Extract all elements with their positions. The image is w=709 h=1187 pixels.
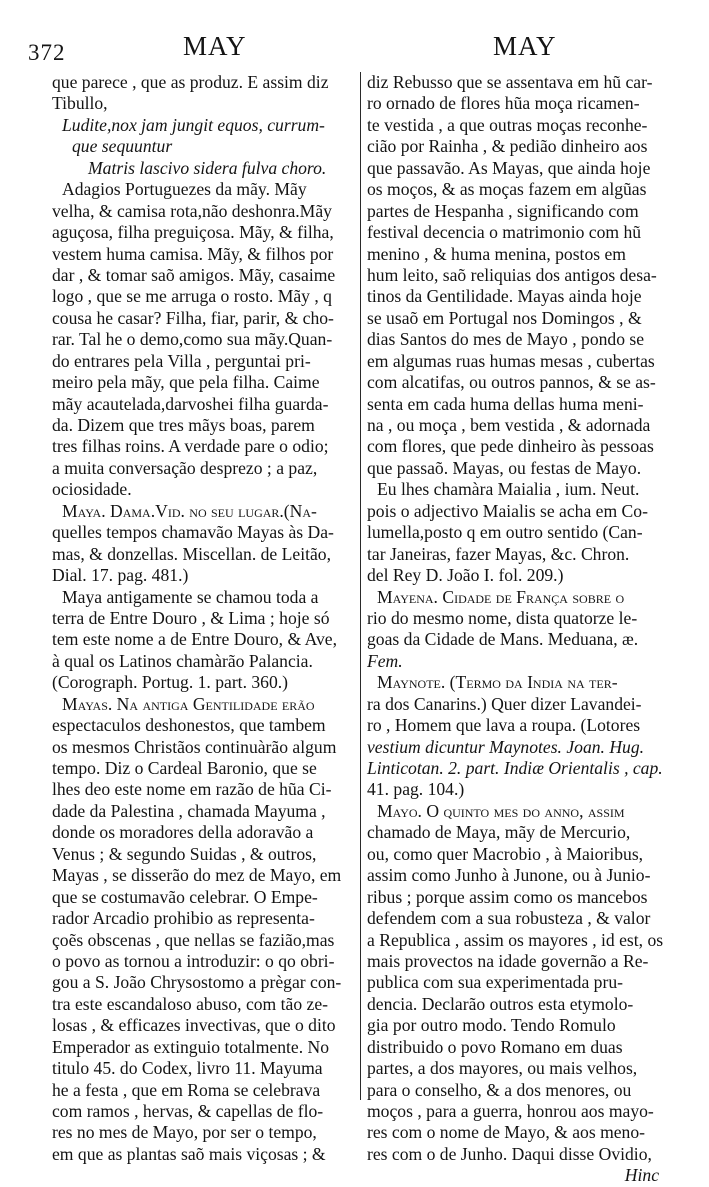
text-line: velha, & camisa rota,não deshonra.Mãy — [52, 200, 332, 221]
text-line: do entrares pela Villa , perguntai pri- — [52, 350, 311, 371]
text-line: res com o nome de Mayo, & aos meno- — [367, 1122, 646, 1143]
text-line: dade da Palestina , chamada Mayuma , — [52, 800, 326, 821]
text-line: Eu lhes chamàra Maialia , ium. Neut. — [377, 479, 640, 500]
text-line: em que as plantas saõ mais viçosas ; & — [52, 1143, 326, 1164]
text-line: rio do mesmo nome, dista quatorze le- — [367, 607, 638, 628]
text-line: gou a S. João Chrysostomo a prègar con- — [52, 972, 342, 993]
text-line: meiro pela mãy, que pela filha. Caime — [52, 372, 320, 393]
verse-line: Ludite,nox jam jungit equos, currum- — [62, 114, 325, 135]
text-line: os mesmos Christãos continuàrão algum — [52, 736, 337, 757]
text-line: çoẽs obscenas , que nellas se fazião,mas — [52, 929, 335, 950]
text-line: senta em cada huma dellas huma meni- — [367, 393, 644, 414]
text-line: ou, como quer Macrobio , à Maioribus, — [367, 843, 644, 864]
verse-line: Matris lascivo sidera fulva choro. — [88, 157, 327, 178]
text-line: pois o adjectivo Maialis se acha em Co- — [367, 500, 648, 521]
column-divider — [360, 72, 361, 1100]
text-line: Maya antigamente se chamou toda a — [62, 586, 319, 607]
text-line: cousa he casar? Filha, fiar, parir, & cho- — [52, 307, 334, 328]
text-line: o povo as tornou a introduzir: o qo obri- — [52, 950, 335, 971]
text-line: ociosidade. — [52, 479, 132, 500]
text-line: mãy acautelada,darvoshei filha guarda- — [52, 393, 329, 414]
text-line: em algumas ruas humas mesas , cubertas — [367, 350, 655, 371]
text-line: Venus ; & segundo Suidas , & outros, — [52, 843, 317, 864]
entry-headword-line: Mayo. O quinto mes do anno, assim — [377, 800, 625, 821]
text-line: com ramos , hervas, & capellas de flo- — [52, 1101, 324, 1121]
text-line: gia por outro modo. Tendo Romulo — [367, 1015, 616, 1036]
text-line: que se costumavão celebrar. O Empe- — [52, 886, 318, 907]
text-line: rar. Tal he o demo,como sua mãy.Quan- — [52, 329, 333, 350]
running-head-right: MAY — [493, 31, 557, 61]
text-line: dar , & tomar saõ amigos. Mãy, casaime — [52, 264, 336, 285]
text-line: se usaõ em Portugal nos Domingos , & — [367, 307, 642, 328]
text-line: aguçosa, filha preguiçosa. Mãy, & filha, — [52, 222, 334, 243]
text-line: vestium dicuntur Maynotes. Joan. Hug. — [367, 736, 645, 757]
text-line: 41. pag. 104.) — [367, 779, 465, 800]
text-line: espectaculos deshonestos, que tambem — [52, 715, 326, 736]
text-line: res no mes de Mayo, por ser o tempo, — [52, 1122, 317, 1143]
text-line: dias Santos do mes de Mayo , pondo se — [367, 329, 645, 350]
text-line: para o conselho, & a dos menores, ou — [367, 1079, 632, 1100]
text-line: assim como Junho à Junone, ou à Junio- — [367, 865, 651, 886]
text-line: ro ornado de flores hũa moça ricamen- — [367, 93, 640, 114]
text-line: defendem com a sua robusteza , & valor — [367, 908, 651, 929]
text-line: distribuido o povo Romano em duas — [367, 1036, 623, 1057]
text-line: partes, a dos mayores, ou mais velhos, — [367, 1058, 638, 1079]
text-line: (Corograph. Portug. 1. part. 360.) — [52, 672, 289, 693]
text-line: donde os moradores della adoravão a — [52, 822, 314, 843]
entry-headword-line: Mayena. Cidade de França sobre o — [377, 586, 625, 607]
text-line: res com o de Junho. Daqui disse Ovidio, — [367, 1143, 652, 1164]
text-line: moços , para a guerra, honrou aos mayo- — [367, 1101, 654, 1121]
text-line: tar Janeiras, fazer Mayas, &c. Chron. — [367, 543, 630, 564]
text-line: à qual os Latinos chamàrão Palancia. — [52, 650, 313, 671]
text-line: menino , & huma menina, postos em — [367, 243, 626, 264]
text-line: tem este nome a de Entre Douro, & Ave, — [52, 629, 337, 650]
text-line: logo , que se me arruga o rosto. Mãy , q — [52, 286, 332, 307]
catchword: Hinc — [624, 1165, 659, 1186]
text-line: que passaõ. Mayas, ou festas de Mayo. — [367, 457, 642, 478]
text-line: a muita conversação desprezo ; a paz, — [52, 457, 318, 478]
text-line: dencia. Declarão outros esta etymolo- — [367, 993, 634, 1014]
text-line: te vestida , a que outras moças reconhe- — [367, 114, 648, 135]
text-line: hum leito, saõ reliquias dos antigos desa- — [367, 264, 657, 285]
text-line: tempo. Diz o Cardeal Baronio, que se — [52, 758, 317, 778]
entry-headword-line: Maya. Dama.Vid. no seu lugar.(Na- — [62, 500, 317, 521]
text-line: festival decencia o matrimonio com hũ — [367, 222, 642, 243]
text-line: lumella,posto q em outro sentido (Can- — [367, 522, 643, 543]
text-line: tra este escandaloso abuso, com tão ze- — [52, 993, 329, 1014]
text-line: lhes deo este nome em razão de hũa Ci- — [52, 779, 332, 800]
text-line: del Rey D. João I. fol. 209.) — [367, 565, 564, 586]
text-line: Linticotan. 2. part. Indiæ Orientalis , cap. — [367, 758, 663, 778]
text-line: diz Rebusso que se assentava em hũ car- — [367, 72, 653, 92]
page-number: 372 — [28, 40, 66, 65]
text-line: he a festa , que em Roma se celebrava — [52, 1079, 321, 1100]
text-line: titulo 45. do Codex, livro 11. Mayuma — [52, 1058, 323, 1079]
text-line: mas, & donzellas. Miscellan. de Leitão, — [52, 543, 331, 564]
text-line: que parece , que as produz. E assim diz — [52, 72, 329, 92]
text-line: tinos da Gentilidade. Mayas ainda hoje — [367, 286, 642, 307]
text-line: da. Dizem que tres mãys boas, parem — [52, 415, 315, 435]
text-line: ra dos Canarins.) Quer dizer Lavandei- — [367, 693, 642, 714]
text-line: Adagios Portuguezes da mãy. Mãy — [62, 179, 307, 200]
text-line: com alcatifas, ou outros pannos, & se as- — [367, 372, 656, 393]
text-line: partes de Hespanha , significando com — [367, 200, 639, 221]
text-line: ribus ; porque assim como os mancebos — [367, 886, 648, 907]
text-line: quelles tempos chamavão Mayas às Da- — [52, 522, 334, 543]
text-line: rador Arcadio prohibio as representa- — [52, 908, 315, 929]
text-line: Dial. 17. pag. 481.) — [52, 565, 189, 586]
right-column — [367, 72, 663, 1187]
text-line: Tibullo, — [52, 93, 108, 114]
entry-headword-line: Maynote. (Termo da India na ter- — [377, 672, 618, 693]
text-line: cião por Rainha , & pedião dinheiro aos — [367, 136, 648, 157]
text-line: que passavão. As Mayas, que ainda hoje — [367, 157, 651, 178]
text-line: Mayas , se disserão do mez de Mayo, em — [52, 865, 342, 886]
text-line: publica com sua experimentada pru- — [367, 972, 623, 993]
text-line: na , ou moça , bem vestida , & adornada — [367, 415, 651, 435]
running-head-left: MAY — [183, 31, 247, 61]
text-line: a Republica , assim os mayores , id est, os — [367, 929, 664, 950]
text-line: vestem huma camisa. Mãy, & filhos por — [52, 243, 334, 264]
text-line: goas da Cidade de Mans. Meduana, æ. — [367, 629, 639, 650]
text-line: terra de Entre Douro , & Lima ; hoje só — [52, 607, 330, 628]
left-column — [52, 72, 350, 1165]
text-line: mais provectos na idade governão a Re- — [367, 950, 649, 971]
text-line: com flores, que pede dinheiro às pessoas — [367, 436, 654, 457]
verse-line: que sequuntur — [72, 136, 173, 157]
text-line: chamado de Maya, mãy de Mercurio, — [367, 822, 631, 843]
text-line: ro , Homem que lava a roupa. (Lotores — [367, 715, 641, 736]
text-line: Fem. — [367, 650, 403, 671]
text-line: os moços, & as moças fazem em algũas — [367, 179, 647, 200]
text-line: Emperador as extinguio totalmente. No — [52, 1036, 330, 1057]
entry-headword-line: Mayas. Na antiga Gentilidade erão — [62, 693, 315, 714]
text-line: tres filhas roins. A verdade pare o odio; — [52, 436, 329, 457]
text-line: losas , & efficazes invectivas, que o dito — [52, 1015, 336, 1036]
